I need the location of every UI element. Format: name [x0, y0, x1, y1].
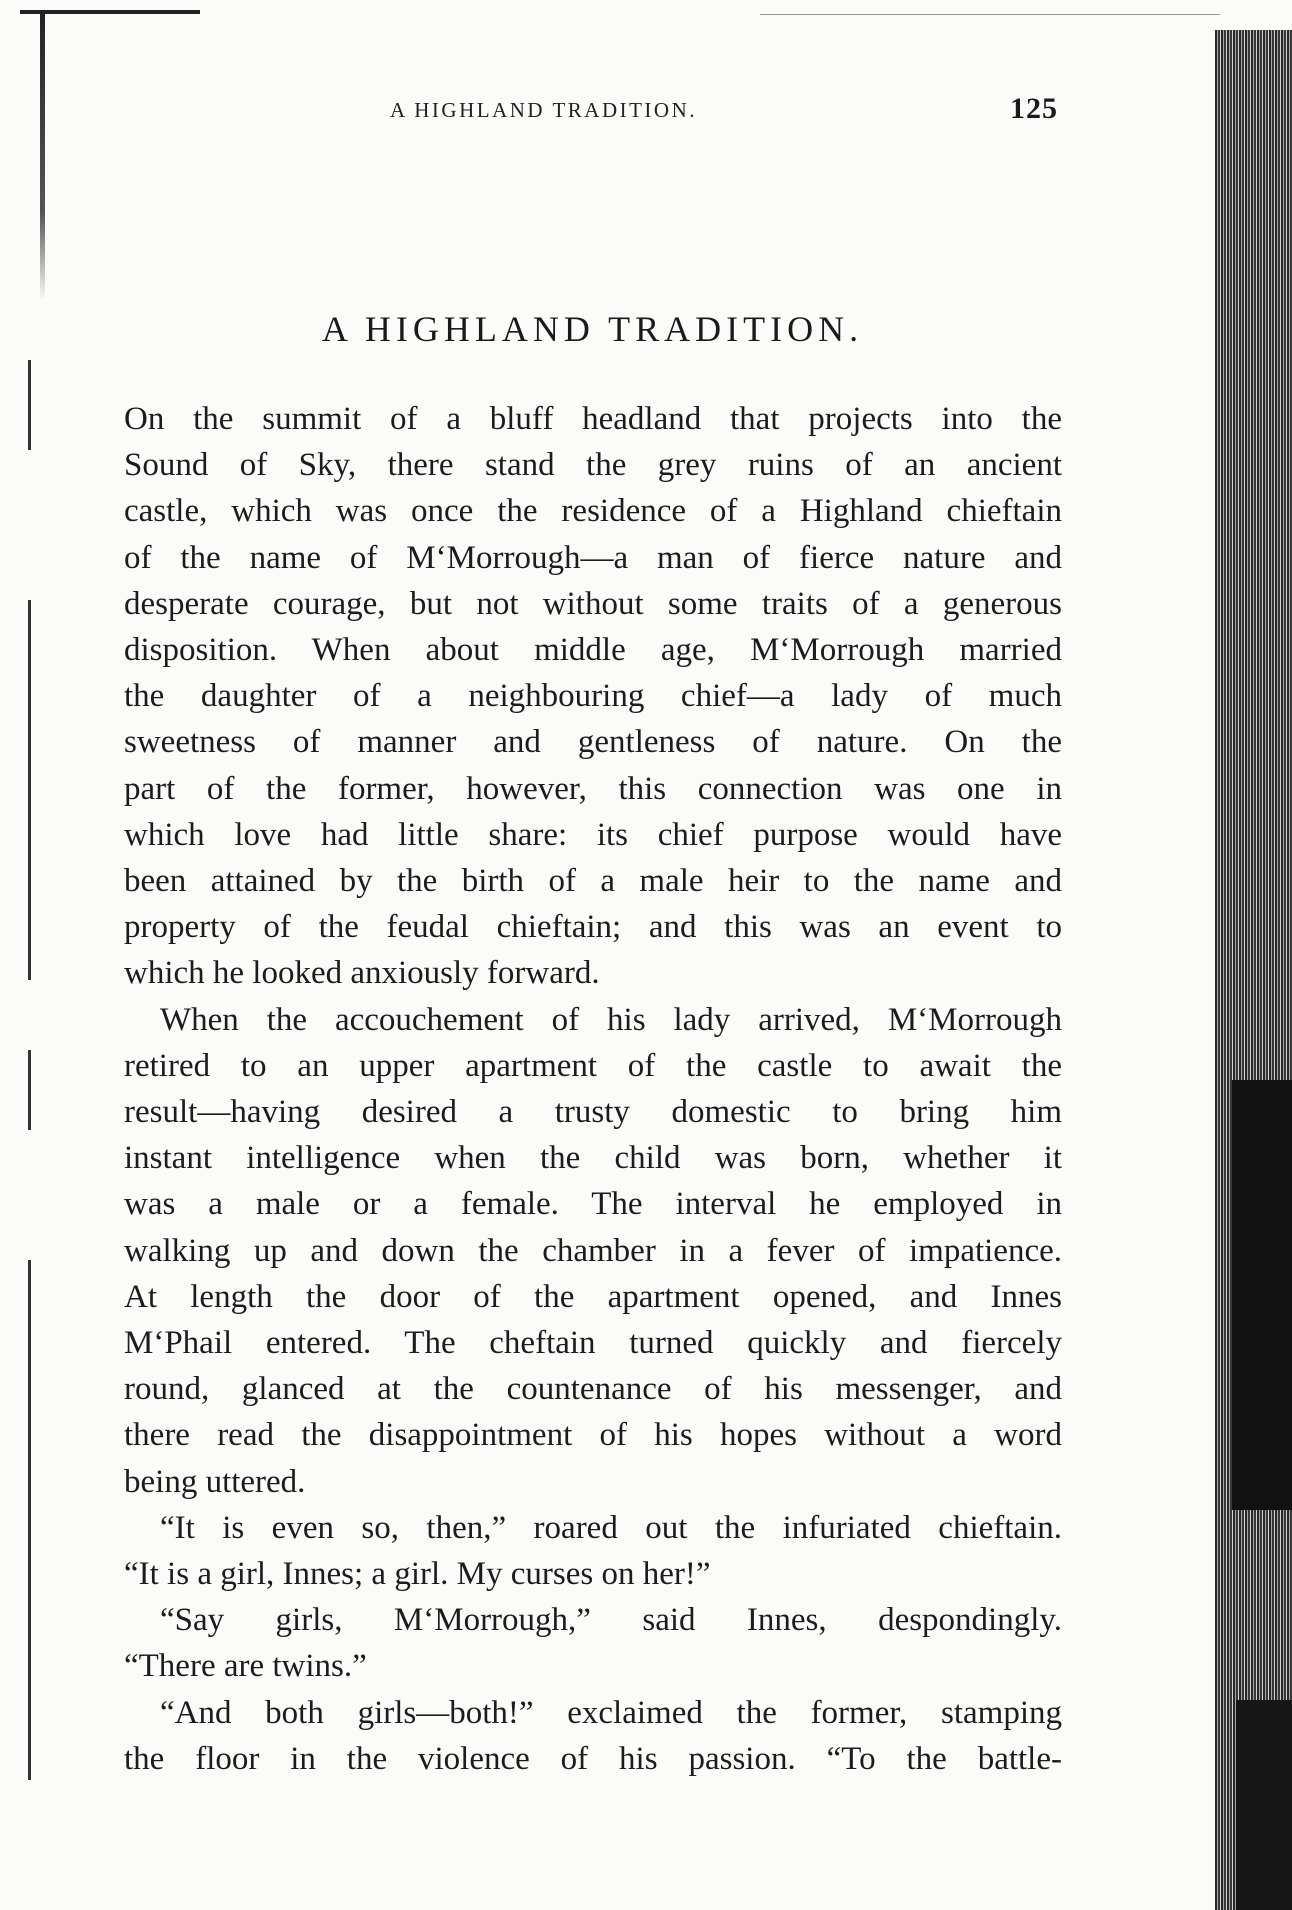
- text-line: walking up and down the chamber in a fever of impatience.: [124, 1232, 1062, 1269]
- text-line: property of the feudal chieftain; and this was an event to: [124, 909, 1062, 946]
- text-line: sweetness of manner and gentleness of nature. On the: [124, 724, 1062, 761]
- binding-shadow-upper: [1232, 1080, 1292, 1510]
- text-line: which he looked anxiously forward.: [124, 955, 600, 992]
- text-line: was a male or a female. The interval he employed in: [124, 1186, 1062, 1223]
- text-line: castle, which was once the residence of a Highland chieftain: [124, 493, 1062, 530]
- left-margin-marks: [22, 360, 38, 1760]
- text-line: retired to an upper apartment of the castle to await the: [124, 1047, 1062, 1084]
- paragraph-4: [124, 1597, 1062, 1689]
- binding-shadow-lower: [1236, 1700, 1292, 1910]
- corner-rule-vertical: [40, 10, 45, 300]
- text-line: the floor in the violence of his passion. “To the battle-: [124, 1740, 1062, 1777]
- text-line: Sound of Sky, there stand the grey ruins of an ancient: [124, 447, 1062, 484]
- text-line: “Say girls, M‘Morrough,” said Innes, despondingly.: [160, 1602, 1062, 1639]
- text-line: disposition. When about middle age, M‘Morrough married: [124, 632, 1062, 669]
- text-line: “And both girls—both!” exclaimed the former, stamping: [160, 1694, 1062, 1731]
- text-line: part of the former, however, this connection was one in: [124, 770, 1062, 807]
- corner-rule-horizontal: [20, 10, 200, 14]
- text-line: When the accouchement of his lady arrived, M‘Morrough: [160, 1001, 1062, 1038]
- text-line: At length the door of the apartment opened, and Innes: [124, 1278, 1062, 1315]
- text-line: desperate courage, but not without some traits of a generous: [124, 585, 1062, 622]
- running-head: [120, 92, 1070, 132]
- text-line: instant intelligence when the child was born, whether it: [124, 1140, 1062, 1177]
- text-line: On the summit of a bluff headland that projects into the: [124, 401, 1062, 437]
- paragraph-5: [124, 1690, 1062, 1782]
- text-line: there read the disappointment of his hopes without a word: [124, 1417, 1062, 1454]
- text-line: the daughter of a neighbouring chief—a lady of much: [124, 678, 1062, 715]
- text-line: being uttered.: [124, 1463, 306, 1500]
- page-number: 125: [1010, 92, 1058, 125]
- text-line: “There are twins.”: [124, 1648, 367, 1685]
- text-line: “It is a girl, Innes; a girl. My curses on her!”: [124, 1556, 711, 1593]
- body-text: [124, 396, 1062, 1782]
- text-line: which love had little share: its chief purpose would have: [124, 816, 1062, 853]
- text-line: been attained by the birth of a male heir to the name and: [124, 863, 1062, 900]
- text-line: of the name of M‘Morrough—a man of fierce nature and: [124, 539, 1062, 576]
- running-head-title: A HIGHLAND TRADITION.: [390, 98, 698, 122]
- text-line: result—having desired a trusty domestic to bring him: [124, 1094, 1062, 1131]
- chapter-title: A HIGHLAND TRADITION.: [321, 309, 864, 349]
- binding-gutter: [1215, 30, 1292, 1910]
- top-edge-rule: [760, 14, 1220, 15]
- text-line: “It is even so, then,” roared out the infuriated chieftain.: [160, 1509, 1062, 1546]
- paragraph-3: [124, 1505, 1062, 1597]
- text-line: M‘Phail entered. The cheftain turned quickly and fiercely: [124, 1325, 1062, 1362]
- paragraph-2: [124, 997, 1062, 1505]
- text-line: round, glanced at the countenance of his messenger, and: [124, 1371, 1062, 1408]
- paragraph-1: [124, 396, 1062, 997]
